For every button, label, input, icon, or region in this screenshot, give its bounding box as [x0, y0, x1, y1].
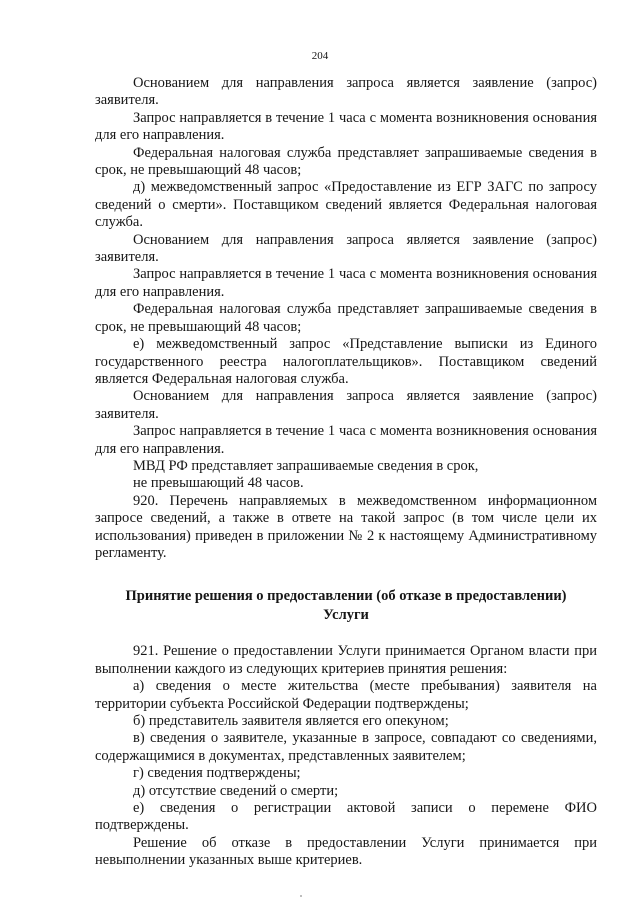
paragraph: г) сведения подтверждены;: [133, 765, 301, 782]
paragraph: Запрос направляется в течение 1 часа с момента возникновения основания для его направления.: [95, 266, 597, 300]
paragraph: Основанием для направления запроса является заявление (запрос) заявителя.: [95, 231, 597, 266]
section-heading-line: Принятие решения о предоставлении (об отказе в предоставлении): [125, 588, 567, 605]
page-number: 204: [311, 50, 329, 62]
paragraph: Федеральная налоговая служба представляет запрашиваемые сведения в срок, не превышающий 48 часов;: [95, 144, 597, 179]
scan-speck: [300, 895, 302, 897]
paragraph: Основанием для направления запроса является заявление (запрос) заявителя.: [95, 75, 597, 109]
paragraph: в) сведения о заявителе, указанные в запросе, совпадают со сведениями, содержащимися в документах, представленных заявителем;: [95, 730, 597, 764]
paragraph: е) сведения о регистрации актовой записи о перемене ФИО подтверждены.: [95, 800, 597, 834]
paragraph: Основанием для направления запроса является заявление (запрос) заявителя.: [95, 388, 597, 422]
section-heading-line: Услуги: [323, 607, 369, 624]
paragraph: Решение об отказе в предоставлении Услуги принимается при невыполнении указанных выше критериев.: [95, 834, 597, 869]
paragraph: а) сведения о месте жительства (месте пребывания) заявителя на территории субъекта Российской Федерации подтверждены;: [95, 678, 597, 712]
paragraph: Федеральная налоговая служба представляет запрашиваемые сведения в срок, не превышающий 48 часов;: [95, 301, 597, 335]
document-body: [95, 75, 597, 870]
paragraph: б) представитель заявителя является его опекуном;: [133, 713, 449, 729]
paragraph: е) межведомственный запрос «Представление выписки из Единого государственного реестра налогоплательщиков». Поставщиком сведений является Федеральная налоговая служба.: [95, 336, 597, 387]
paragraph: Запрос направляется в течение 1 часа с момента возникновения основания для его направления.: [95, 109, 597, 144]
section-heading: [95, 587, 597, 625]
paragraph: 920. Перечень направляемых в межведомственном информационном запросе сведений, а также в ответе на такой запрос (в том числе цели их использования) приведен в приложении № 2 к настоящему Административному регламенту.: [95, 492, 597, 561]
paragraph: д) межведомственный запрос «Предоставление из ЕГР ЗАГС по запросу сведений о смерти». Поставщиком сведений является Федеральная налоговая служба.: [95, 179, 597, 231]
paragraph: не превышающий 48 часов.: [133, 475, 304, 492]
paragraph: д) отсутствие сведений о смерти;: [133, 782, 339, 799]
paragraph: 921. Решение о предоставлении Услуги принимается Органом власти при выполнении каждого из следующих критериев принятия решения:: [95, 643, 597, 677]
paragraph: Запрос направляется в течение 1 часа с момента возникновения основания для его направления.: [95, 423, 597, 457]
paragraph: МВД РФ представляет запрашиваемые сведения в срок,: [133, 457, 479, 474]
